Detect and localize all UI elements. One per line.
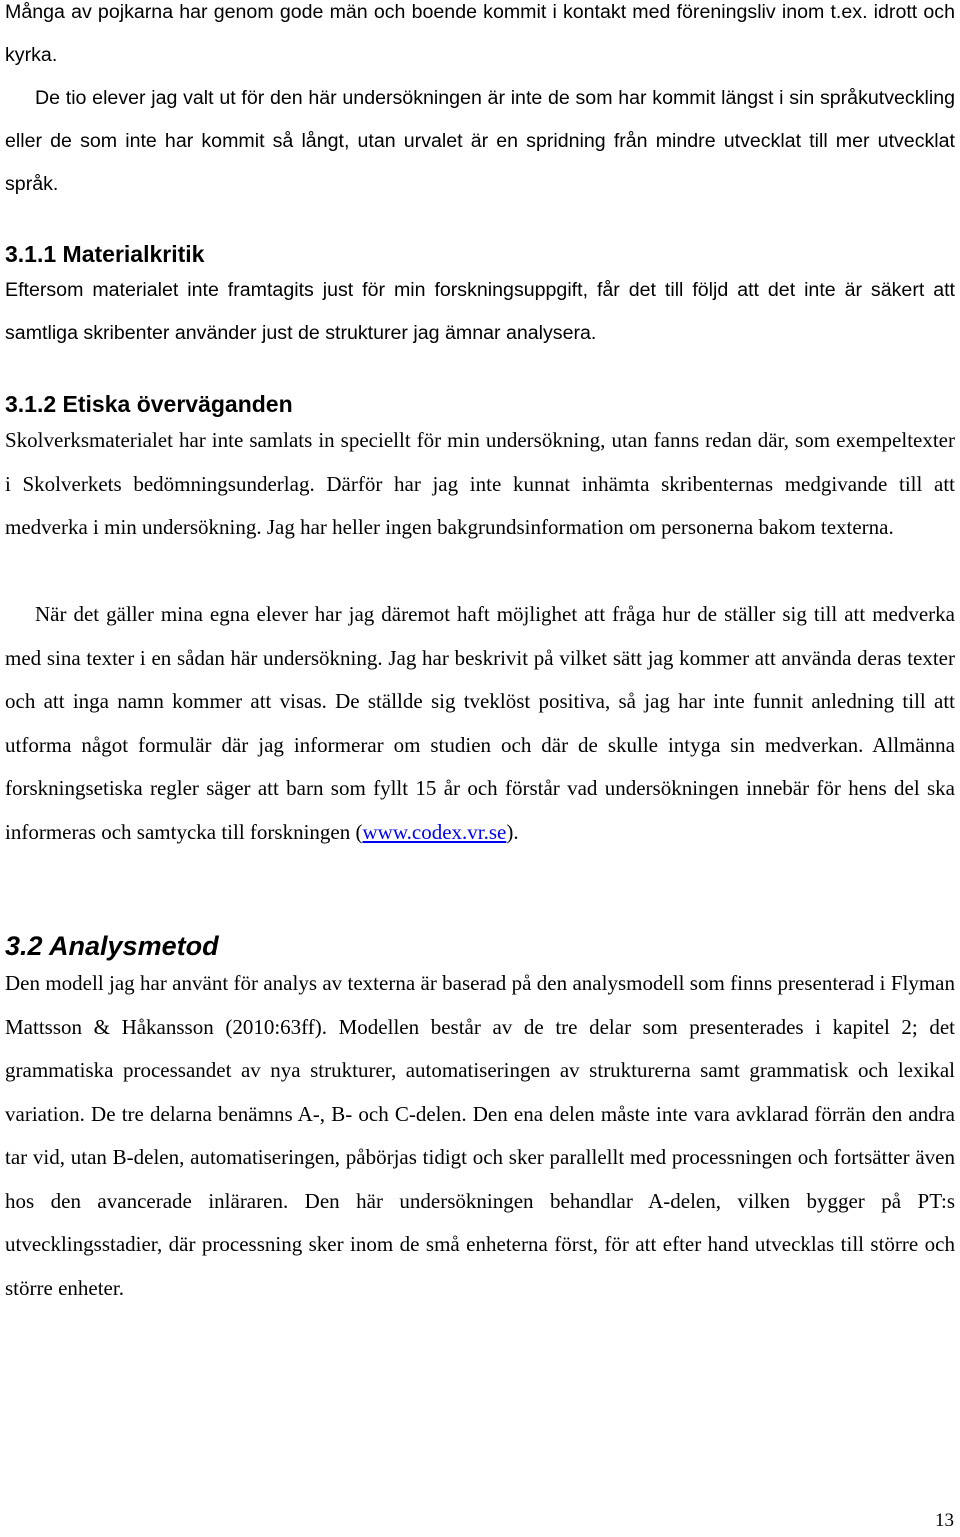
heading-materialkritik: 3.1.1 Materialkritik xyxy=(5,241,205,267)
heading-analysmetod: 3.2 Analysmetod xyxy=(5,931,219,961)
paragraph-selection: De tio elever jag valt ut för den här undersökningen är inte de som har kommit längst i sin språkutveckling eller de som inte har kommit så långt, utan urvalet är en spridning från mindre utvecklat till mer utvecklat språk. xyxy=(5,87,955,195)
paragraph-etiska-1: Skolverksmaterialet har inte samlats in speciellt för min undersökning, utan fanns redan där, som exempeltexter i Skolverkets bedömningsunderlag. Därför har jag inte kunnat inhämta skribenternas medgivande till att medverka i min undersökning. Jag har heller ingen bakgrundsinformation om personerna bakom texterna. xyxy=(5,428,955,539)
paragraph-analysmetod: Den modell jag har använt för analys av texterna är baserad på den analysmodell som finns presenterad i Flyman Mattsson & Håkansson (2010:63ff). Modellen består av de tre delar som presenterades i kapitel 2; det grammatiska processandet av nya strukturer, automatiseringen av strukturerna samt grammatisk och lexikal variation. De tre delarna benämns A-, B- och C-delen. Den ena delen måste inte vara avklarad förrän den andra tar vid, utan B-delen, automatiseringen, påbörjas tidigt och sker parallellt med processningen och fortsätter även hos den avancerade inläraren. Den här undersökningen behandlar A-delen, vilken bygger på PT:s utvecklingsstadier, där processning sker inom de små enheterna först, för att efter hand utvecklas till större och större enheter. xyxy=(5,971,955,1300)
heading-etiska-overvaganden: 3.1.2 Etiska överväganden xyxy=(5,391,293,417)
codex-link[interactable]: www.codex.vr.se xyxy=(362,819,507,844)
paragraph-materialkritik: Eftersom materialet inte framtagits just för min forskningsuppgift, får det till följd att det inte är säkert att samtliga skribenter använder just de strukturer jag ämnar analysera. xyxy=(5,279,955,344)
paragraph-etiska-2 xyxy=(5,593,955,854)
paragraph-intro: Många av pojkarna har genom gode män och boende kommit i kontakt med föreningsliv inom t.ex. idrott och kyrka. xyxy=(5,1,955,66)
paragraph-etiska-2-end: ). xyxy=(506,819,519,844)
paragraph-etiska-2-main: När det gäller mina egna elever har jag däremot haft möjlighet att fråga hur de ställer sig till att medverka med sina texter i en sådan här undersökning. Jag har beskrivit på vilket sätt jag kommer att använda deras texter och att inga namn kommer att visas. De ställde sig tveklöst positiva, så jag har inte funnit anledning till att utforma något formulär där jag informerar om studien och där de skulle intyga sin medverkan. Allmänna forskningsetiska regler säger att barn som fyllt 15 år och förstår vad undersökningen innebär för hens del ska informeras och samtycka till forskningen ( xyxy=(5,602,955,844)
page-number: 13 xyxy=(935,1510,954,1531)
